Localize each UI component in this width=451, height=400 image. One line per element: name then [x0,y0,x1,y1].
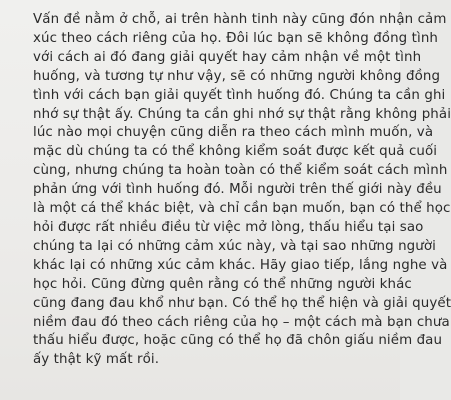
text-line-3: với cách ai đó đang giải quyết hay cảm nhận về một tình [33,49,422,65]
body-text [33,11,451,368]
text-line-4: huống, và tương tự như vậy, sẽ có những người không đồng [33,68,441,84]
text-line-1: Vấn đề nằm ở chỗ, ai trên hành tinh này cũng đón nhận cảm [33,12,447,27]
text-line-10: phản ứng với tình huống đó. Mỗi người trên thế giới này đều [33,182,442,198]
text-line-2: xúc theo cách riêng của họ. Đôi lúc bạn sẽ không đồng tình [33,30,438,46]
text-line-19: ấy thật kỹ mất rồi. [33,352,160,368]
text-line-5: tình với cách bạn giải quyết tình huống đó. Chúng ta cần ghi [33,87,446,103]
text-line-8: mặc dù chúng ta có thể không kiểm soát được kết quả cuối [33,144,438,160]
text-line-18: thấu hiểu được, hoặc cũng có thể họ đã chôn giấu niềm đau [33,333,443,349]
text-line-14: khác lại có những xúc cảm khác. Hãy giao tiếp, lắng nghe và [33,257,448,273]
text-line-17: niềm đau đó theo cách riêng của họ – một cách mà bạn chưa [33,314,450,330]
text-line-16: cũng đang đau khổ như bạn. Có thể họ thể hiện và giải quyết [33,295,451,311]
text-line-13: chúng ta lại có những cảm xúc này, và tại sao những người [33,238,436,254]
text-line-7: lúc nào mọi chuyện cũng diễn ra theo cách mình muốn, và [33,125,434,141]
text-line-12: hỏi được rất nhiều điều từ việc mở lòng, thấu hiểu tại sao [33,219,424,235]
text-line-15: học hỏi. Cũng đừng quên rằng có thể những người khác [33,276,412,292]
text-line-6: nhớ sự thật ấy. Chúng ta cần ghi nhớ sự thật rằng không phải [33,106,451,122]
text-line-9: cùng, nhưng chúng ta hoàn toàn có thể kiểm soát cách mình [33,163,448,179]
text-line-11: là một cá thể khác biệt, và chỉ cần bạn muốn, bạn có thể học [33,201,451,217]
